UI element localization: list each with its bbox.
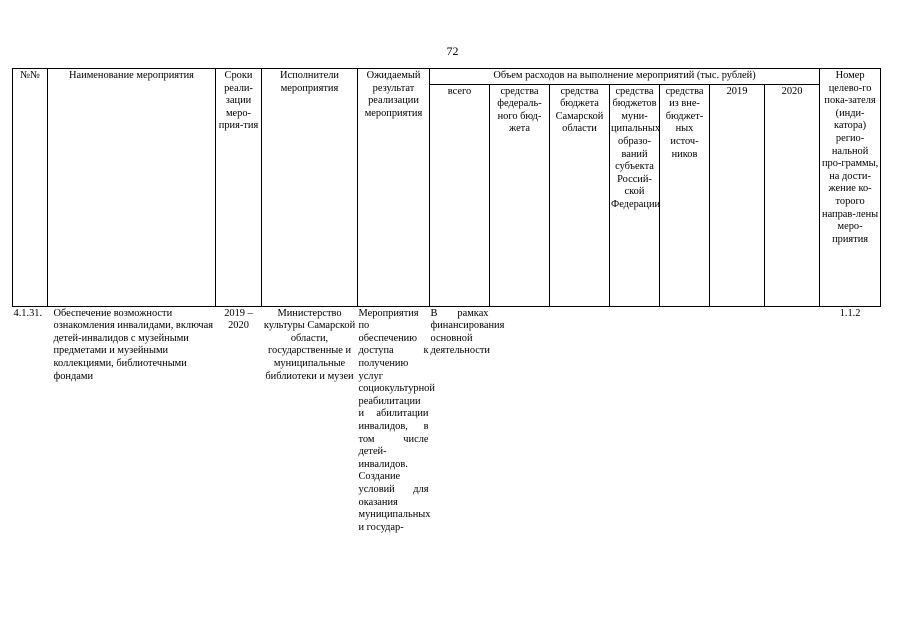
row-2020 bbox=[765, 306, 820, 535]
row-municipal bbox=[610, 306, 660, 535]
row-regional bbox=[550, 306, 610, 535]
row-name: Обеспечение возможности ознакомления инвалидами, включая детей-инвалидов с музейными предметами и музейными коллекциями, библиотечными фондами bbox=[53, 307, 214, 382]
row-total: В рамках финансирования основной деятельности bbox=[430, 307, 505, 357]
header-municipal: средства бюджетов муни-ципальных образо-ваний субъекта Россий-ской Федерации bbox=[610, 84, 660, 306]
header-total: всего bbox=[430, 84, 490, 306]
header-federal: средства федераль-ного бюд-жета bbox=[490, 84, 550, 306]
row-num: 4.1.31. bbox=[13, 307, 43, 319]
page-number: 72 bbox=[446, 44, 459, 58]
row-2019 bbox=[710, 306, 765, 535]
row-extra bbox=[660, 306, 710, 535]
header-volume: Объем расходов на выполнение мероприятий (тыс. рублей) bbox=[430, 69, 820, 85]
row-indicator: 1.1.2 bbox=[839, 307, 861, 319]
header-executors: Исполнители мероприятия bbox=[262, 69, 358, 307]
row-executors: Министерство культуры Самарской области, государственные и муниципальные библиотеки и музеи bbox=[263, 307, 356, 382]
header-row-1 bbox=[13, 69, 881, 85]
header-indicator: Номер целево-го пока-зателя (инди-катора) регио-нальной про-граммы, на дости-жение ко-торого направ-лены меро-приятия bbox=[820, 69, 881, 307]
header-expected: Ожидаемый результат реализации мероприятия bbox=[358, 69, 430, 307]
header-extra: средства из вне-бюджет-ных источ-ников bbox=[660, 84, 710, 306]
header-terms: Сроки реали-зации меро-прия-тия bbox=[216, 69, 262, 307]
header-regional: средства бюджета Самарской области bbox=[550, 84, 610, 306]
table-row bbox=[13, 306, 881, 535]
row-federal bbox=[490, 306, 550, 535]
row-expected: Мероприятия по обеспечению доступа к получению услуг социокультурной реабилитации и абилитации инвалидов, в том числе детей-инвалидов. Создание условий для оказания муниципальных и государ- bbox=[358, 307, 435, 533]
header-name: Наименование мероприятия bbox=[48, 69, 216, 307]
events-table bbox=[12, 68, 881, 535]
header-2019: 2019 bbox=[710, 84, 765, 306]
header-num: №№ bbox=[13, 69, 48, 307]
header-2020: 2020 bbox=[765, 84, 820, 306]
row-terms: 2019 – 2020 bbox=[224, 307, 253, 332]
